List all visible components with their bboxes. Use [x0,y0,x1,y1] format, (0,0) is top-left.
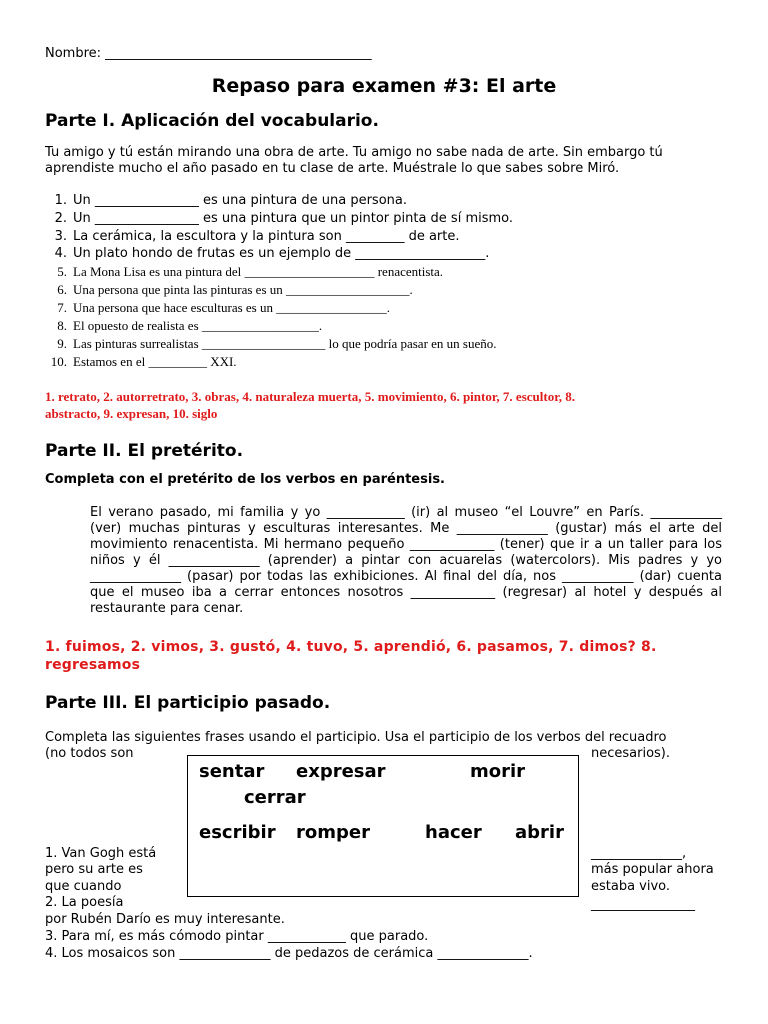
part1-intro-line1: Tu amigo y tú están mirando una obra de arte. Tu amigo no sabe nada de arte. Sin embargo tú [45,145,663,160]
part3-intro-line2a: (no todos son [45,746,134,761]
verb-abrir: abrir [515,822,564,843]
part3-line2a: pero su arte es [45,862,143,877]
part1-answers-line2: abstracto, 9. expresan, 10. siglo [45,406,218,421]
part3-line5: por Rubén Darío es muy interesante. [45,912,285,927]
part3-line2b: más popular ahora [591,862,714,877]
part2-instruction: Completa con el pretérito de los verbos en paréntesis. [45,472,445,487]
part3-line6: 3. Para mí, es más cómodo pintar ____________ que parado. [45,929,429,944]
verb-cerrar: cerrar [244,787,306,808]
part3-intro-line2b: necesarios). [591,746,671,761]
verb-escribir: escribir [199,822,276,843]
part1-answers-line1: 1. retrato, 2. autorretrato, 3. obras, 4. naturaleza muerta, 5. movimiento, 6. pintor, 7. escultor, 8. [45,389,576,404]
verb-morir: morir [470,761,526,782]
part2-answers-line1: 1. fuimos, 2. vimos, 3. gustó, 4. tuvo, 5. aprendió, 6. pasamos, 7. dimos? 8. [45,639,657,655]
list-item: 1. Un ________________ es una pintura de una persona. [54,193,408,208]
part3-heading: Parte III. El participio pasado. [45,693,331,713]
part3-intro-line1: Completa las siguientes frases usando el participio. Usa el participio de los verbos del recuadro [45,730,667,745]
list-item: 2. Un ________________ es una pintura que un pintor pinta de sí mismo. [54,211,514,226]
part3-line3b: estaba vivo. [591,879,671,894]
name-line: Nombre: _________________________________________ [45,46,372,61]
list-item: 7. Una persona que hace esculturas es un _________________. [57,300,390,315]
verb-sentar: sentar [199,761,265,782]
part1-intro-line2: aprendiste mucho el año pasado en tu clase de arte. Muéstrale lo que sabes sobre Miró. [45,161,620,176]
list-item: 10. Estamos en el _________ XXI. [50,354,237,369]
list-item: 6. Una persona que pinta las pinturas es un ___________________. [57,282,413,297]
verb-romper: romper [296,822,370,843]
part3-line4a: 2. La poesía [45,895,124,910]
part3-line4b: ________________ [591,897,695,912]
part1-heading: Parte I. Aplicación del vocabulario. [45,111,379,131]
list-item: 4. Un plato hondo de frutas es un ejemplo de ____________________. [54,246,490,261]
verb-box [187,755,579,897]
verb-expresar: expresar [296,761,386,782]
list-item: 9. Las pinturas surrealistas ___________________ lo que podría pasar en un sueño. [57,336,497,351]
part3-line1b: ______________, [591,846,687,861]
part2-heading: Parte II. El pretérito. [45,441,244,461]
part2-answers-line2: regresamos [45,657,141,673]
verb-hacer: hacer [425,822,482,843]
list-item: 8. El opuesto de realista es __________________. [57,318,323,333]
page-title: Repaso para examen #3: El arte [211,75,557,97]
list-item: 5. La Mona Lisa es una pintura del ____________________ renacentista. [57,264,444,279]
part3-line3a: que cuando [45,879,122,894]
list-item: 3. La cerámica, la escultora y la pintura son _________ de arte. [54,229,460,244]
part3-line1a: 1. Van Gogh está [45,846,157,861]
part3-line7: 4. Los mosaicos son ______________ de pedazos de cerámica ______________. [45,946,533,961]
part2-paragraph: El verano pasado, mi familia y yo ____________ (ir) al museo “el Louvre” en París. ___________ (ver) muchas pinturas y esculturas interesantes. Me ______________ (gustar) más el arte del movimiento renacentista. Mi hermano pequeño _____________ (tener) que ir a un taller para los niños y él ______________ (aprender) a pintar con acuarelas (watercolors). Mis padres y yo ______________ (pasar) por todas las exhibiciones. Al final del día, nos ___________ (dar) cuenta que el museo iba a cerrar entonces nosotros _____________ (regresar) al hotel y después al restaurante para cenar. [90,505,722,616]
